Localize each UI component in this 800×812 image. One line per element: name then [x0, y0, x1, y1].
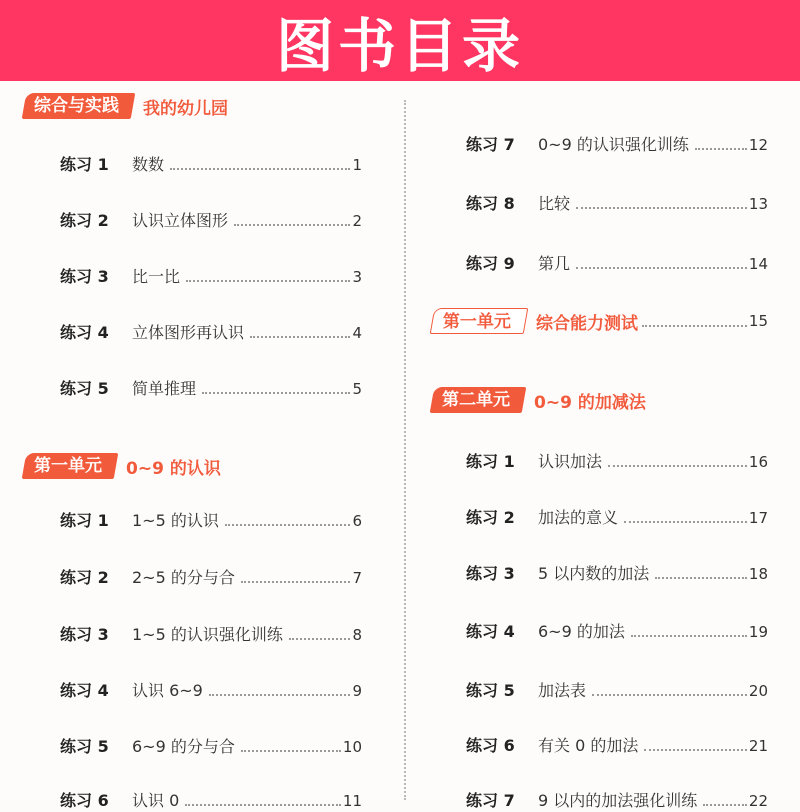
dot-leader — [209, 694, 351, 696]
toc-entry[interactable]: 练习 5 简单推理 5 — [60, 379, 362, 398]
toc-entry[interactable]: 练习 4 6~9 的加法 19 — [466, 622, 768, 641]
dot-leader — [655, 577, 747, 579]
dot-leader — [642, 325, 747, 327]
section-tag: 第二单元 — [430, 387, 527, 413]
toc-entry[interactable]: 练习 4 立体图形再认识 4 — [60, 323, 362, 342]
toc-entry[interactable]: 练习 9 第几 14 — [466, 254, 768, 273]
section-header-unit2 — [432, 386, 646, 414]
section-header-unit1-test[interactable]: 第一单元 综合能力测试 15 — [432, 307, 768, 335]
toc-entry[interactable]: 练习 1 数数 1 — [60, 155, 362, 174]
toc-entry[interactable]: 练习 3 5 以内数的加法 18 — [466, 564, 768, 583]
section-header-unit1 — [24, 452, 221, 480]
toc-entry[interactable]: 练习 1 认识加法 16 — [466, 452, 768, 471]
section-title: 我的幼儿园 — [143, 98, 228, 119]
toc-entry[interactable]: 练习 1 1~5 的认识 6 — [60, 511, 362, 530]
toc-entry[interactable]: 练习 3 比一比 3 — [60, 267, 362, 286]
section-title: 0~9 的认识 — [126, 458, 221, 479]
toc-entry[interactable]: 练习 2 认识立体图形 2 — [60, 211, 362, 230]
dot-leader — [185, 804, 341, 806]
dot-leader — [592, 694, 747, 696]
toc-entry[interactable]: 练习 5 加法表 20 — [466, 681, 768, 700]
toc-entry[interactable]: 练习 4 认识 6~9 9 — [60, 681, 362, 700]
page-title: 图书目录 — [275, 11, 524, 80]
dot-leader — [241, 581, 351, 583]
dot-leader — [695, 148, 747, 150]
dot-leader — [576, 207, 747, 209]
section-title: 0~9 的加减法 — [534, 392, 646, 413]
dot-leader — [170, 168, 350, 170]
toc-entry[interactable]: 练习 5 6~9 的分与合 10 — [60, 737, 362, 756]
toc-entry[interactable]: 练习 2 2~5 的分与合 7 — [60, 568, 362, 587]
dot-leader — [234, 224, 350, 226]
dot-leader — [241, 750, 341, 752]
dot-leader — [631, 635, 747, 637]
dot-leader — [202, 392, 350, 394]
dot-leader — [250, 336, 350, 338]
section-header-practice — [24, 92, 228, 120]
toc-entry[interactable]: 练习 6 认识 0 11 — [60, 791, 362, 810]
dot-leader — [608, 465, 747, 467]
dot-leader — [624, 521, 747, 523]
toc-entry[interactable]: 练习 8 比较 13 — [466, 194, 768, 213]
section-tag: 第一单元 — [430, 308, 529, 334]
toc-entry[interactable]: 练习 6 有关 0 的加法 21 — [466, 736, 768, 755]
section-title: 综合能力测试 — [536, 313, 638, 334]
dot-leader — [186, 280, 350, 282]
section-tag: 综合与实践 — [22, 93, 136, 119]
section-tag: 第一单元 — [22, 453, 119, 479]
toc-entry[interactable]: 练习 7 9 以内的加法强化训练 22 — [466, 791, 768, 810]
column-divider — [404, 100, 406, 800]
dot-leader — [225, 524, 351, 526]
header-banner — [0, 0, 800, 81]
toc-entry[interactable]: 练习 2 加法的意义 17 — [466, 508, 768, 527]
toc-entry[interactable]: 练习 7 0~9 的认识强化训练 12 — [466, 135, 768, 154]
toc-entry[interactable]: 练习 3 1~5 的认识强化训练 8 — [60, 625, 362, 644]
dot-leader — [576, 267, 747, 269]
dot-leader — [289, 638, 351, 640]
dot-leader — [644, 749, 747, 751]
dot-leader — [703, 804, 747, 806]
